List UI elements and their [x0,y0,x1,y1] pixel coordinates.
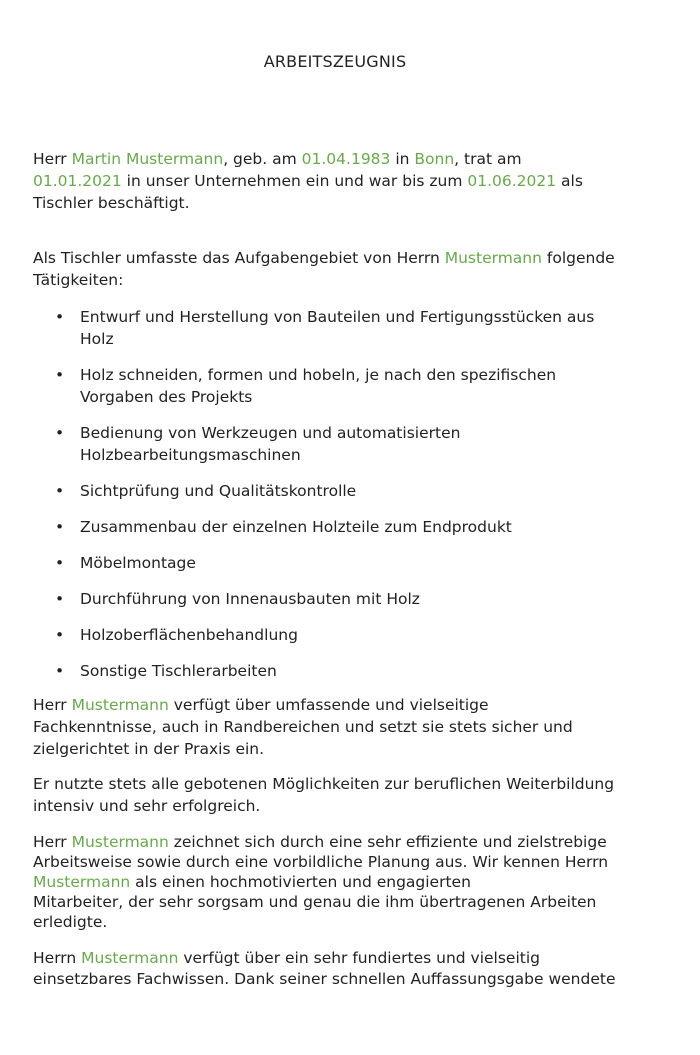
expertise-paragraph [33,948,653,990]
text: Herr [33,833,72,851]
bullet-icon: • [55,482,65,500]
task-list [33,306,653,696]
text: einsetzbares Fachwissen. Dank seiner schnellen Auffassungsgabe wendete [33,970,616,988]
text: Er nutzte stets alle gebotenen Möglichkeiten zur beruflichen Weiterbildung [33,775,615,793]
list-item [33,306,653,350]
text: Arbeitsweise sowie durch eine vorbildliche Planung aus. Wir kennen Herrn [33,853,609,871]
task-text: Holzbearbeitungsmaschinen [80,446,301,464]
bullet-icon: • [55,308,65,326]
employee-surname: Mustermann [81,949,179,967]
end-date: 01.06.2021 [467,172,557,190]
text: Tischler beschäftigt. [33,194,190,212]
task-text: Durchführung von Innenausbauten mit Holz [80,590,420,608]
text: , trat am [454,150,522,168]
text: Fachkenntnisse, auch in Randbereichen und setzt sie stets sicher und [33,718,573,736]
list-item [33,660,653,682]
work-style-paragraph [33,832,653,932]
text: Herr [33,150,72,168]
employee-surname: Mustermann [444,249,542,267]
task-text: Bedienung von Werkzeugen und automatisierten [80,424,461,442]
knowledge-paragraph [33,694,653,760]
bullet-icon: • [55,626,65,644]
text: als [556,172,583,190]
bullet-icon: • [55,590,65,608]
list-item [33,624,653,646]
bullet-icon: • [55,424,65,442]
text: Mitarbeiter, der sehr sorgsam und genau die ihm übertragenen Arbeiten [33,893,597,911]
employee-full-name: Martin Mustermann [71,150,224,168]
list-item [33,516,653,538]
text: Tätigkeiten: [33,271,124,289]
task-text: Sichtprüfung und Qualitätskontrolle [80,482,357,500]
task-text: Entwurf und Herstellung von Bauteilen und Fertigungsstücken aus [80,308,595,326]
text: in unser Unternehmen ein und war bis zum [121,172,468,190]
employee-surname: Mustermann [71,696,169,714]
text: zeichnet sich durch eine sehr effiziente und zielstrebige [168,833,607,851]
text: , geb. am [223,150,302,168]
task-text: Zusammenbau der einzelnen Holzteile zum Endprodukt [80,518,512,536]
text: als einen hochmotivierten und engagierten [130,873,471,891]
tasks-intro-paragraph [33,247,653,291]
start-date: 01.01.2021 [33,172,122,190]
text: verfügt über umfassende und vielseitige [168,696,489,714]
task-text: Sonstige Tischlerarbeiten [80,662,277,680]
task-text: Holz [80,330,114,348]
text: Als Tischler umfasste das Aufgabengebiet von Herrn [33,249,445,267]
list-item [33,422,653,466]
employee-surname: Mustermann [71,833,169,851]
text: intensiv und sehr erfolgreich. [33,797,261,815]
text: in [390,150,415,168]
text: Herr [33,696,72,714]
task-text: Holzoberflächenbehandlung [80,626,298,644]
list-item [33,364,653,408]
employee-surname: Mustermann [33,873,131,891]
list-item [33,552,653,574]
text: Herrn [33,949,82,967]
list-item [33,588,653,610]
text: erledigte. [33,913,108,931]
bullet-icon: • [55,518,65,536]
bullet-icon: • [55,554,65,572]
document-title: ARBEITSZEUGNIS [263,52,407,71]
text: folgende [541,249,615,267]
training-paragraph [33,773,653,817]
intro-paragraph [33,148,653,214]
task-text: Holz schneiden, formen und hobeln, je nach den spezifischen [80,366,557,384]
task-text: Vorgaben des Projekts [80,388,253,406]
birth-place: Bonn [414,150,455,168]
bullet-icon: • [55,366,65,384]
bullet-icon: • [55,662,65,680]
list-item [33,480,653,502]
task-text: Möbelmontage [80,554,196,572]
text: zielgerichtet in der Praxis ein. [33,740,265,758]
text: verfügt über ein sehr fundiertes und vielseitig [178,949,540,967]
birth-date: 01.04.1983 [301,150,391,168]
